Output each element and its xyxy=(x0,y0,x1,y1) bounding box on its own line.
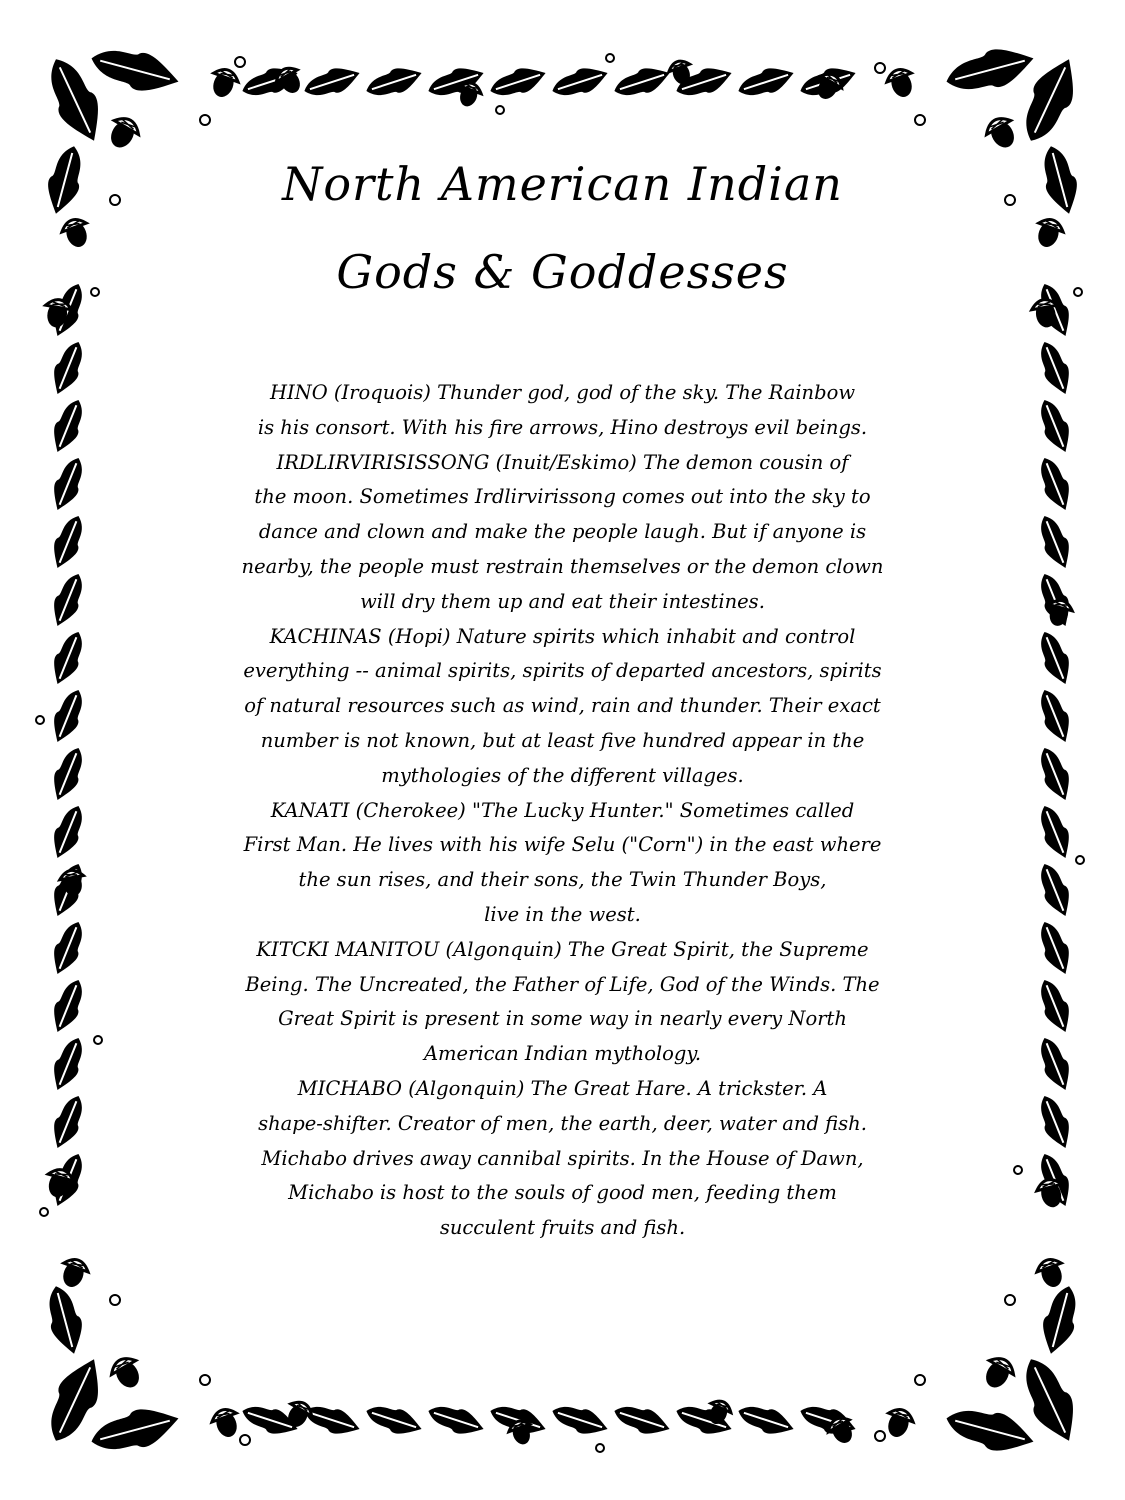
body-line: Being. The Uncreated, the Father of Life, God of the Winds. The xyxy=(245,972,880,996)
dot-ornament xyxy=(240,1435,250,1445)
body-line: dance and clown and make the people laugh. But if anyone is xyxy=(258,520,867,544)
body-line: live in the west. xyxy=(484,902,641,926)
body-line: mythologies of the different villages. xyxy=(381,763,744,787)
dot-ornament xyxy=(110,1295,120,1305)
dot-ornament xyxy=(1074,288,1082,296)
body-line: nearby, the people must restrain themselves or the demon clown xyxy=(241,554,884,578)
body-line: will dry them up and eat their intestines. xyxy=(360,589,765,613)
body-line: is his consort. With his fire arrows, Hino destroys evil beings. xyxy=(257,415,868,439)
dot-ornament xyxy=(596,1444,604,1452)
dot-ornament xyxy=(496,106,504,114)
dot-ornament xyxy=(91,288,99,296)
body-line: American Indian mythology. xyxy=(423,1042,702,1066)
dot-ornament xyxy=(110,195,120,205)
dot-ornament xyxy=(1076,856,1084,864)
body-line: succulent fruits and fish. xyxy=(439,1216,686,1240)
dot-ornament xyxy=(94,1036,102,1044)
body-line: the moon. Sometimes Irdlirvirissong comes out into the sky to xyxy=(254,485,871,509)
dot-ornament xyxy=(40,1208,48,1216)
deity-descriptions xyxy=(115,376,1010,1246)
dot-ornament xyxy=(875,1431,885,1441)
dot-ornament xyxy=(606,54,614,62)
dot-ornament xyxy=(200,1375,210,1385)
body-line: number is not known, but at least five hundred appear in the xyxy=(260,728,865,752)
body-line: HINO (Iroquois) Thunder god, god of the sky. The Rainbow xyxy=(269,381,856,404)
body-line: Great Spirit is present in some way in nearly every North xyxy=(278,1007,847,1031)
body-line: everything -- animal spirits, spirits of departed ancestors, spirits xyxy=(243,659,882,683)
title-line-1: North American Indian xyxy=(282,157,843,211)
dot-ornament xyxy=(1014,1166,1022,1174)
body-line: the sun rises, and their sons, the Twin Thunder Boys, xyxy=(298,868,827,892)
body-line: shape-shifter. Creator of men, the earth, deer, water and fish. xyxy=(258,1111,867,1135)
dot-ornament xyxy=(915,1375,925,1385)
dot-ornament xyxy=(1005,1295,1015,1305)
dot-ornament xyxy=(235,57,245,67)
body-line: First Man. He lives with his wife Selu ("Corn") in the east where xyxy=(243,833,882,857)
body-line: KANATI (Cherokee) "The Lucky Hunter." Sometimes called xyxy=(270,798,855,822)
dot-ornament xyxy=(1005,195,1015,205)
body-line: MICHABO (Algonquin) The Great Hare. A trickster. A xyxy=(297,1076,828,1100)
dot-ornament xyxy=(36,716,44,724)
dot-ornament xyxy=(875,63,885,73)
page-title xyxy=(150,140,975,316)
body-line: KACHINAS (Hopi) Nature spirits which inhabit and control xyxy=(269,624,856,648)
dot-ornament xyxy=(200,115,210,125)
body-line: KITCKI MANITOU (Algonquin) The Great Spirit, the Supreme xyxy=(256,937,869,961)
body-line: IRDLIRVIRISISSONG (Inuit/Eskimo) The demon cousin of xyxy=(276,450,849,474)
body-line: of natural resources such as wind, rain and thunder. Their exact xyxy=(244,694,881,718)
dot-ornament xyxy=(915,115,925,125)
body-line: Michabo drives away cannibal spirits. In the House of Dawn, xyxy=(261,1146,864,1170)
body-line: Michabo is host to the souls of good men, feeding them xyxy=(288,1181,837,1205)
title-line-2: Gods & Goddesses xyxy=(336,245,789,299)
